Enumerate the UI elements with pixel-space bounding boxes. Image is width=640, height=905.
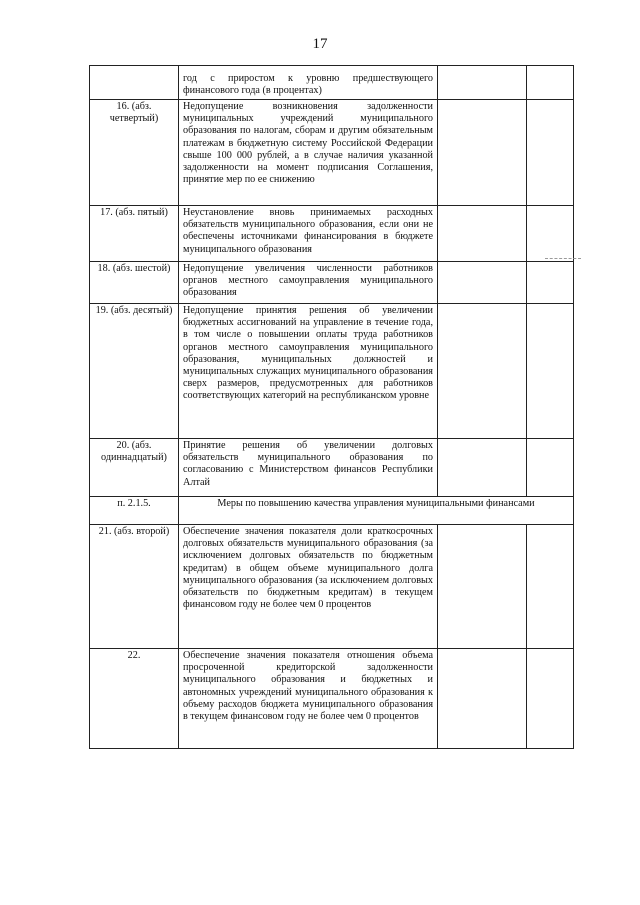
row-number: 19. (абз. десятый) — [90, 304, 179, 439]
row-text: Обеспечение значения показателя доли краткосрочных долговых обязательств муниципального образования (за исключением долговых обязательств по бюджетным кредитам) в общем объеме муниципального долга муниципального образования (за исключением долговых обязательств по бюджетным кредитам) в текущем финансовом году не более чем 0 процентов — [179, 525, 438, 649]
row-text: Недопущение принятия решения об увеличении бюджетных ассигнований на управление в течение года, в том числе о повышении оплаты труда работников органов местного самоуправления муниципального образования, муниципальных должностей и муниципальных служащих муниципального образования сверх размеров, предусмотренных для работников соответствующих категорий на республиканском уровне — [179, 304, 438, 439]
empty-cell — [527, 304, 574, 439]
empty-cell — [438, 206, 527, 262]
table-row — [90, 304, 574, 439]
table-row — [90, 649, 574, 749]
row-text: год с приростом к уровню предшествующего финансового года (в процентах) — [179, 66, 438, 100]
empty-cell — [527, 649, 574, 749]
empty-cell — [438, 649, 527, 749]
section-heading: Меры по повышению качества управления муниципальными финансами — [179, 497, 574, 525]
table-row — [90, 206, 574, 262]
row-number: 18. (абз. шестой) — [90, 262, 179, 304]
empty-cell — [438, 262, 527, 304]
table-row — [90, 100, 574, 206]
empty-cell — [527, 66, 574, 100]
row-text: Недопущение увеличения численности работников органов местного самоуправления муниципального образования — [179, 262, 438, 304]
row-number: 16. (абз. четвертый) — [90, 100, 179, 206]
empty-cell — [527, 439, 574, 497]
empty-cell — [438, 304, 527, 439]
pencil-mark — [545, 258, 581, 259]
row-text: Неустановление вновь принимаемых расходных обязательств муниципального образования, если они не обеспечены источниками финансирования в бюджете муниципального образования — [179, 206, 438, 262]
measures-table — [89, 65, 574, 749]
row-text: Обеспечение значения показателя отношения объема просроченной кредиторской задолженности муниципального образования и бюджетных и автономных учреждений муниципального образования к объему расходов бюджета муниципального образования в текущем финансовом году не более чем 0 процентов — [179, 649, 438, 749]
empty-cell — [527, 525, 574, 649]
empty-cell — [438, 439, 527, 497]
row-number — [90, 66, 179, 100]
table-row — [90, 525, 574, 649]
row-text: Принятие решения об увеличении долговых обязательств муниципального образования по согласованию с Министерством финансов Республики Алтай — [179, 439, 438, 497]
row-text: Недопущение возникновения задолженности муниципальных учреждений муниципального образования по налогам, сборам и другим обязательным платежам в бюджетную систему Российской Федерации свыше 100 000 рублей, а в случае наличия указанной задолженности на момент подписания Соглашения, принятие мер по ее снижению — [179, 100, 438, 206]
table-row — [90, 262, 574, 304]
row-number: 20. (абз. одиннадцатый) — [90, 439, 179, 497]
empty-cell — [438, 525, 527, 649]
table-row — [90, 497, 574, 525]
empty-cell — [527, 100, 574, 206]
section-number: п. 2.1.5. — [90, 497, 179, 525]
empty-cell — [438, 66, 527, 100]
empty-cell — [438, 100, 527, 206]
empty-cell — [527, 262, 574, 304]
row-number: 21. (абз. второй) — [90, 525, 179, 649]
row-number: 22. — [90, 649, 179, 749]
table-row — [90, 439, 574, 497]
page-number: 17 — [312, 36, 328, 52]
table-row — [90, 66, 574, 100]
empty-cell — [527, 206, 574, 262]
row-number: 17. (абз. пятый) — [90, 206, 179, 262]
